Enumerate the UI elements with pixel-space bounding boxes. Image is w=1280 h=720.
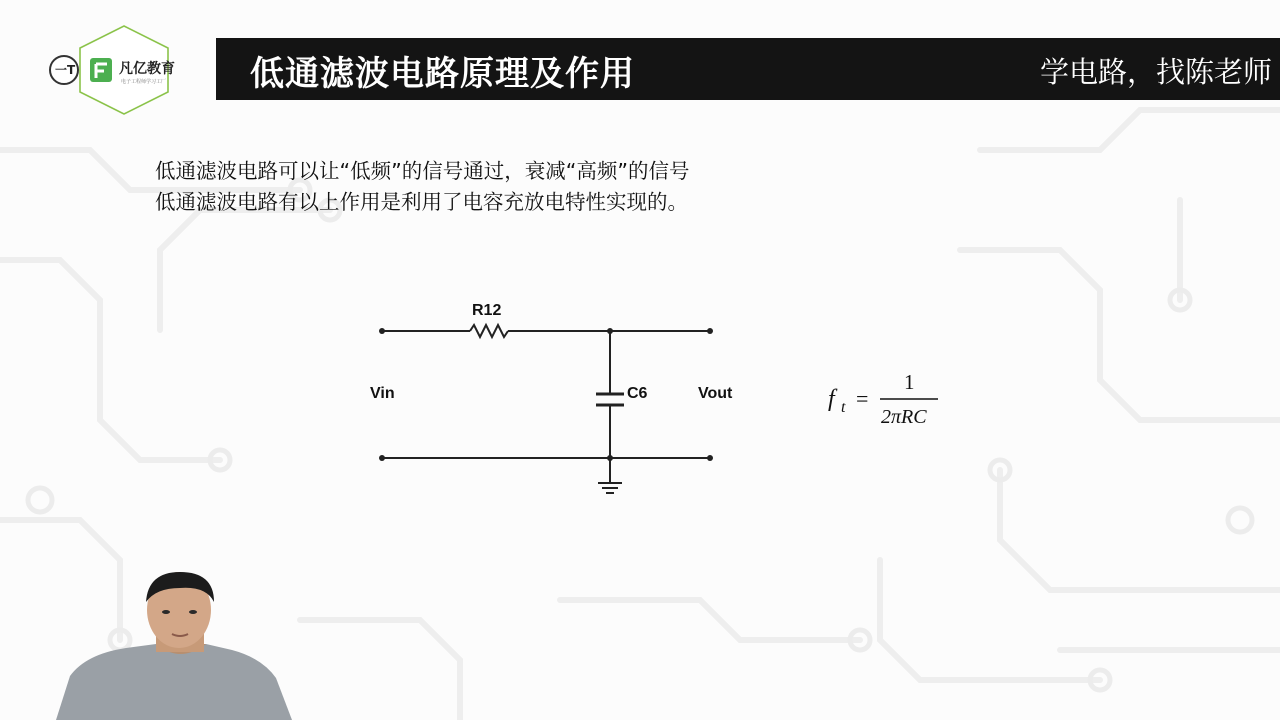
- resistor-symbol: [470, 325, 508, 337]
- capacitor-label: C6: [627, 385, 648, 402]
- logo-tagline: 电子工程师学习工厂: [121, 79, 167, 85]
- formula-lhs: f: [828, 386, 835, 412]
- page-title: 低通滤波电路原理及作用: [250, 54, 635, 94]
- cutoff-frequency-formula: [822, 366, 952, 436]
- logo-brand-text: 凡亿教育: [119, 61, 175, 77]
- input-bottom-terminal: [379, 455, 385, 461]
- rc-lowpass-circuit: [360, 290, 760, 510]
- input-top-terminal: [379, 328, 385, 334]
- formula-subscript: t: [841, 399, 846, 416]
- output-bottom-terminal: [707, 455, 713, 461]
- logo-badge-text: 一T: [55, 63, 76, 77]
- header-slogan: 学电路，找陈老师: [1039, 55, 1272, 89]
- formula-denominator: 2πRC: [881, 406, 927, 428]
- output-label: Vout: [698, 385, 733, 402]
- brand-logo: [44, 24, 204, 116]
- ground-icon: [598, 483, 622, 493]
- presenter-video-overlay: [56, 568, 292, 720]
- header-bar: [216, 38, 1280, 100]
- bottom-junction: [607, 455, 613, 461]
- content-line-1: 低通滤波电路可以让“低频”的信号通过，衰减“高频”的信号: [155, 159, 690, 183]
- input-label: Vin: [370, 385, 395, 402]
- resistor-label: R12: [472, 302, 502, 319]
- content-line-2: 低通滤波电路有以上作用是利用了电容充放电特性实现的。: [155, 190, 688, 214]
- top-junction: [607, 328, 613, 334]
- output-top-terminal: [707, 328, 713, 334]
- formula-equals: =: [856, 386, 869, 411]
- formula-numerator: 1: [904, 370, 915, 394]
